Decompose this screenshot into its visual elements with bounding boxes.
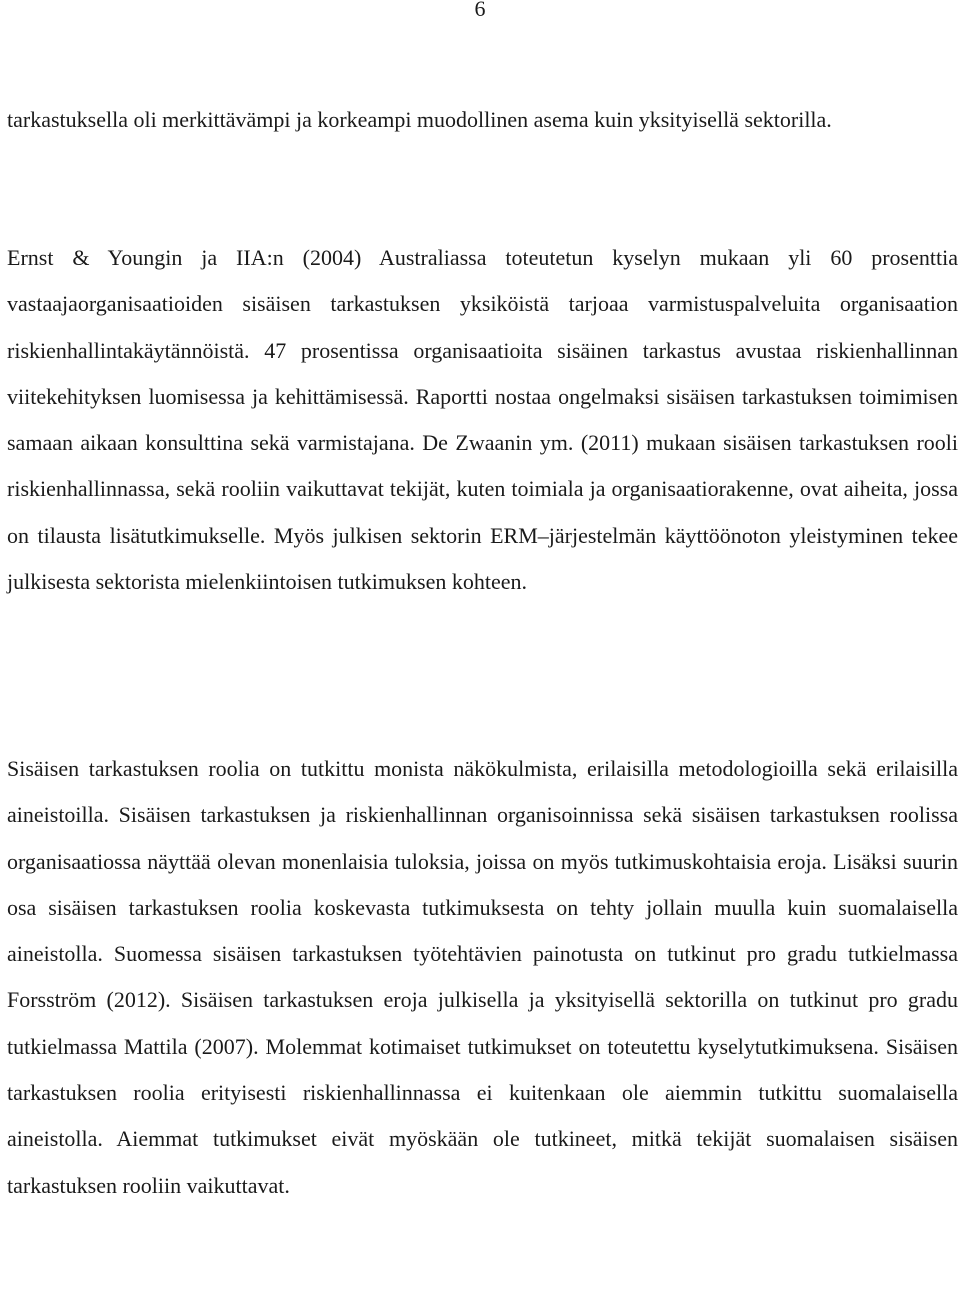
page-number: 6 xyxy=(474,0,486,21)
paragraph-ernst-young-survey: Ernst & Youngin ja IIA:n (2004) Australiassa toteutetun kyselyn mukaan yli 60 prosenttia vastaajaorganisaatioiden sisäisen tarkastuksen yksiköistä tarjoaa varmistuspalveluita organisaation riskienhallintakäytännöistä. 47 prosentissa organisaatioita sisäinen tarkastus avustaa riskienhallinnan viitekehityksen luomisessa ja kehittämisessä. Raportti nostaa ongelmaksi sisäisen tarkastuksen toimimisen samaan aikaan konsulttina sekä varmistajana. De Zwaanin ym. (2011) mukaan sisäisen tarkastuksen rooli riskienhallinnassa, sekä rooliin vaikuttavat tekijät, kuten toimiala ja organisaatiorakenne, ovat aiheita, jossa on tilausta lisätutkimukselle. Myös julkisen sektorin ERM–järjestelmän käyttöönoton yleistyminen tekee julkisesta sektorista mielenkiintoisen tutkimuksen kohteen. xyxy=(7,245,958,595)
paragraph-continuation: tarkastuksella oli merkittävämpi ja korkeampi muodollinen asema kuin yksityisellä sektorilla. xyxy=(7,107,832,132)
paragraph-prior-research: Sisäisen tarkastuksen roolia on tutkittu monista näkökulmista, erilaisilla metodologioilla sekä erilaisilla aineistoilla. Sisäisen tarkastuksen ja riskienhallinnan organisoinnissa sekä sisäisen tarkastuksen roolissa organisaatiossa näyttää olevan monenlaisia tuloksia, joissa on myös tutkimuskohtaisia eroja. Lisäksi suurin osa sisäisen tarkastuksen roolia koskevasta tutkimuksesta on tehty jollain muulla kuin suomalaisella aineistolla. Suomessa sisäisen tarkastuksen työtehtävien painotusta on tutkinut pro gradu tutkielmassa Forsström (2012). Sisäisen tarkastuksen eroja julkisella ja yksityisellä sektorilla on tutkinut pro gradu tutkielmassa Mattila (2007). Molemmat kotimaiset tutkimukset on toteutettu kyselytutkimuksena. Sisäisen tarkastuksen roolia erityisesti riskienhallinnassa ei kuitenkaan ole aiemmin tutkittu suomalaisella aineistolla. Aiemmat tutkimukset eivät myöskään ole tutkineet, mitkä tekijät suomalaisen sisäisen tarkastuksen rooliin vaikuttavat. xyxy=(7,756,958,1198)
